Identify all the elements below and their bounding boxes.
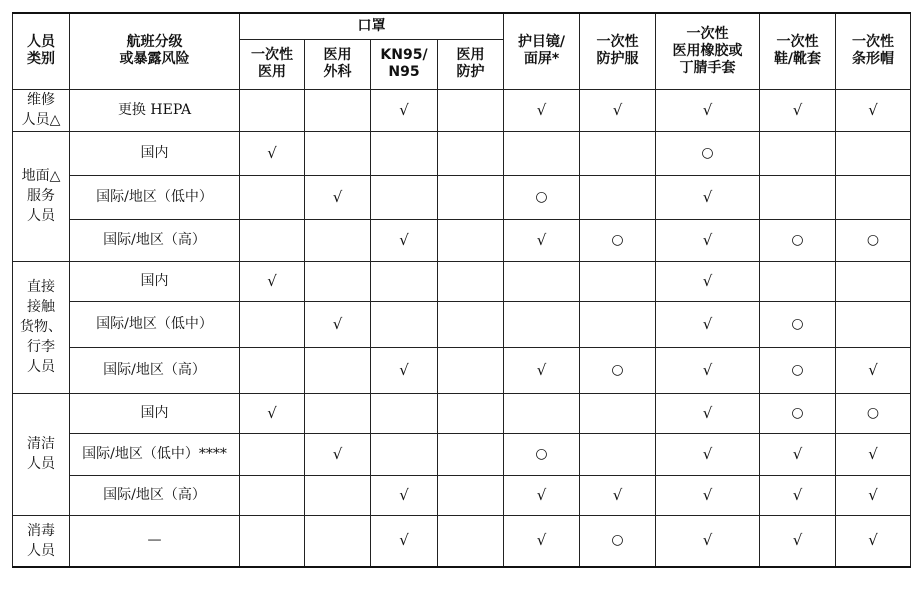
cap-cell [836, 175, 911, 219]
table-row [13, 515, 911, 567]
mask-disposable-cell [240, 89, 305, 131]
personnel-category-cell: 清洁 人员 [13, 393, 70, 515]
goggles-cell: ○ [504, 175, 580, 219]
protective-gown-cell [580, 393, 656, 433]
header-risk-level: 航班分级 或暴露风险 [70, 13, 240, 89]
mask-kn95-cell [371, 393, 438, 433]
header-mask-protective: 医用 防护 [438, 39, 504, 89]
goggles-cell: ○ [504, 433, 580, 475]
mask-disposable-cell [240, 475, 305, 515]
goggles-cell: √ [504, 347, 580, 393]
personnel-category-cell: 地面△ 服务 人员 [13, 131, 70, 261]
goggles-cell [504, 131, 580, 175]
header-mask-surgical: 医用 外科 [305, 39, 371, 89]
mask-surgical-cell [305, 131, 371, 175]
goggles-cell: √ [504, 475, 580, 515]
goggles-cell [504, 301, 580, 347]
mask-disposable-cell [240, 433, 305, 475]
mask-protective-cell [438, 515, 504, 567]
goggles-cell [504, 261, 580, 301]
table-row [13, 89, 911, 131]
risk-level-cell: — [70, 515, 240, 567]
mask-kn95-cell: √ [371, 347, 438, 393]
mask-surgical-cell [305, 219, 371, 261]
mask-disposable-cell: √ [240, 261, 305, 301]
mask-kn95-cell [371, 433, 438, 475]
mask-kn95-cell [371, 261, 438, 301]
mask-surgical-cell [305, 261, 371, 301]
cap-cell: ○ [836, 219, 911, 261]
mask-protective-cell [438, 261, 504, 301]
mask-disposable-cell [240, 175, 305, 219]
table-row [13, 219, 911, 261]
mask-disposable-cell [240, 347, 305, 393]
ppe-table [12, 12, 911, 568]
goggles-cell: √ [504, 219, 580, 261]
table-body [13, 89, 911, 567]
mask-kn95-cell [371, 131, 438, 175]
mask-surgical-cell: √ [305, 301, 371, 347]
table-row [13, 175, 911, 219]
gloves-cell: √ [656, 515, 760, 567]
shoe-covers-cell [760, 131, 836, 175]
shoe-covers-cell: √ [760, 433, 836, 475]
header-cap: 一次性 条形帽 [836, 13, 911, 89]
goggles-cell [504, 393, 580, 433]
header-gloves: 一次性 医用橡胶或 丁腈手套 [656, 13, 760, 89]
mask-protective-cell [438, 89, 504, 131]
shoe-covers-cell [760, 261, 836, 301]
protective-gown-cell [580, 261, 656, 301]
risk-level-cell: 国际/地区（低中） [70, 301, 240, 347]
shoe-covers-cell [760, 175, 836, 219]
header-mask-disposable: 一次性 医用 [240, 39, 305, 89]
protective-gown-cell: √ [580, 475, 656, 515]
mask-disposable-cell: √ [240, 393, 305, 433]
header-goggles: 护目镜/ 面屏* [504, 13, 580, 89]
gloves-cell: √ [656, 347, 760, 393]
gloves-cell: ○ [656, 131, 760, 175]
risk-level-cell: 国际/地区（高） [70, 475, 240, 515]
protective-gown-cell [580, 175, 656, 219]
personnel-category-cell: 消毒 人员 [13, 515, 70, 567]
mask-kn95-cell: √ [371, 219, 438, 261]
table-row [13, 393, 911, 433]
mask-protective-cell [438, 301, 504, 347]
header-protective-gown: 一次性 防护服 [580, 13, 656, 89]
risk-level-cell: 更换 HEPA [70, 89, 240, 131]
mask-kn95-cell: √ [371, 89, 438, 131]
shoe-covers-cell: ○ [760, 347, 836, 393]
mask-surgical-cell [305, 515, 371, 567]
header-shoe-covers: 一次性 鞋/靴套 [760, 13, 836, 89]
shoe-covers-cell: ○ [760, 301, 836, 347]
protective-gown-cell: ○ [580, 219, 656, 261]
mask-protective-cell [438, 131, 504, 175]
gloves-cell: √ [656, 433, 760, 475]
cap-cell: √ [836, 515, 911, 567]
mask-surgical-cell: √ [305, 175, 371, 219]
shoe-covers-cell: ○ [760, 219, 836, 261]
mask-surgical-cell [305, 89, 371, 131]
shoe-covers-cell: ○ [760, 393, 836, 433]
table-row [13, 475, 911, 515]
protective-gown-cell: √ [580, 89, 656, 131]
mask-protective-cell [438, 475, 504, 515]
protective-gown-cell [580, 131, 656, 175]
mask-protective-cell [438, 433, 504, 475]
header-mask-group: 口罩 [240, 13, 504, 39]
header-mask-kn95: KN95/ N95 [371, 39, 438, 89]
table-row [13, 131, 911, 175]
mask-kn95-cell: √ [371, 475, 438, 515]
cap-cell: √ [836, 433, 911, 475]
mask-disposable-cell [240, 219, 305, 261]
table-row [13, 347, 911, 393]
mask-surgical-cell: √ [305, 433, 371, 475]
gloves-cell: √ [656, 475, 760, 515]
gloves-cell: √ [656, 175, 760, 219]
cap-cell: √ [836, 347, 911, 393]
gloves-cell: √ [656, 261, 760, 301]
protective-gown-cell [580, 301, 656, 347]
personnel-category-cell: 直接 接触 货物、 行李 人员 [13, 261, 70, 393]
mask-surgical-cell [305, 393, 371, 433]
table-row [13, 433, 911, 475]
table-row [13, 261, 911, 301]
mask-kn95-cell: √ [371, 515, 438, 567]
mask-surgical-cell [305, 347, 371, 393]
risk-level-cell: 国际/地区（高） [70, 347, 240, 393]
gloves-cell: √ [656, 393, 760, 433]
risk-level-cell: 国际/地区（低中） [70, 175, 240, 219]
protective-gown-cell: ○ [580, 515, 656, 567]
cap-cell [836, 301, 911, 347]
gloves-cell: √ [656, 89, 760, 131]
cap-cell: ○ [836, 393, 911, 433]
mask-kn95-cell [371, 301, 438, 347]
mask-protective-cell [438, 175, 504, 219]
mask-disposable-cell: √ [240, 131, 305, 175]
gloves-cell: √ [656, 219, 760, 261]
mask-disposable-cell [240, 301, 305, 347]
cap-cell: √ [836, 475, 911, 515]
goggles-cell: √ [504, 515, 580, 567]
shoe-covers-cell: √ [760, 89, 836, 131]
protective-gown-cell [580, 433, 656, 475]
mask-protective-cell [438, 393, 504, 433]
header-personnel-category: 人员 类别 [13, 13, 70, 89]
mask-protective-cell [438, 347, 504, 393]
cap-cell [836, 131, 911, 175]
shoe-covers-cell: √ [760, 515, 836, 567]
table-row [13, 301, 911, 347]
risk-level-cell: 国际/地区（高） [70, 219, 240, 261]
protective-gown-cell: ○ [580, 347, 656, 393]
shoe-covers-cell: √ [760, 475, 836, 515]
gloves-cell: √ [656, 301, 760, 347]
mask-kn95-cell [371, 175, 438, 219]
mask-surgical-cell [305, 475, 371, 515]
goggles-cell: √ [504, 89, 580, 131]
cap-cell [836, 261, 911, 301]
mask-disposable-cell [240, 515, 305, 567]
risk-level-cell: 国际/地区（低中）**** [70, 433, 240, 475]
cap-cell: √ [836, 89, 911, 131]
risk-level-cell: 国内 [70, 261, 240, 301]
risk-level-cell: 国内 [70, 131, 240, 175]
risk-level-cell: 国内 [70, 393, 240, 433]
mask-protective-cell [438, 219, 504, 261]
personnel-category-cell: 维修 人员△ [13, 89, 70, 131]
